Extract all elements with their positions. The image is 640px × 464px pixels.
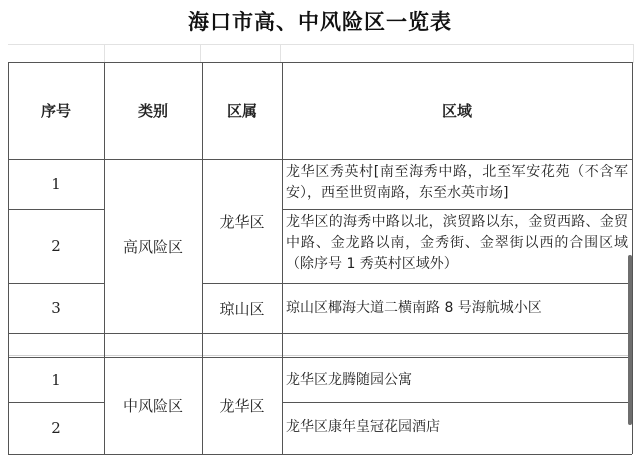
header-district: 区属 xyxy=(226,102,257,120)
medium-row-2-seq: 2 xyxy=(51,419,61,437)
header-seq: 序号 xyxy=(40,102,71,120)
header-area: 区域 xyxy=(441,102,472,120)
high-risk-category: 高风险区 xyxy=(122,237,183,256)
vertical-scrollbar[interactable] xyxy=(628,255,632,425)
high-row-2-area: 龙华区的海秀中路以北，滨贸路以东，金贸西路、金贸中路、金龙路以南，金秀街、金翠街以西的合围区域（除序号 1 秀英村区域外） xyxy=(286,214,628,272)
high-row-3-area: 琼山区椰海大道二横南路 8 号海航城小区 xyxy=(286,300,542,316)
high-row-1-seq: 1 xyxy=(51,175,61,193)
medium-row-1-seq: 1 xyxy=(51,370,61,389)
header-category: 类别 xyxy=(137,102,168,120)
high-row-1-area: 龙华区秀英村[南至海秀中路，北至军安花苑（不含军安），西至世贸南路，东至水英市场] xyxy=(286,164,628,201)
high-row-2-seq: 2 xyxy=(51,237,61,255)
high-row-3-district: 琼山区 xyxy=(219,299,265,318)
empty-grid-row xyxy=(8,44,634,63)
medium-row-2-area: 龙华区康年皇冠花园酒店 xyxy=(286,419,440,435)
medium-risk-category: 中风险区 xyxy=(122,397,183,415)
high-row-3-seq: 3 xyxy=(51,299,61,317)
high-row-1-2-district: 龙华区 xyxy=(219,212,265,231)
page-title: 海口市高、中风险区一览表 xyxy=(188,10,452,34)
medium-row-1-area: 龙华区龙腾随园公寓 xyxy=(286,372,412,388)
medium-district: 龙华区 xyxy=(219,397,265,415)
